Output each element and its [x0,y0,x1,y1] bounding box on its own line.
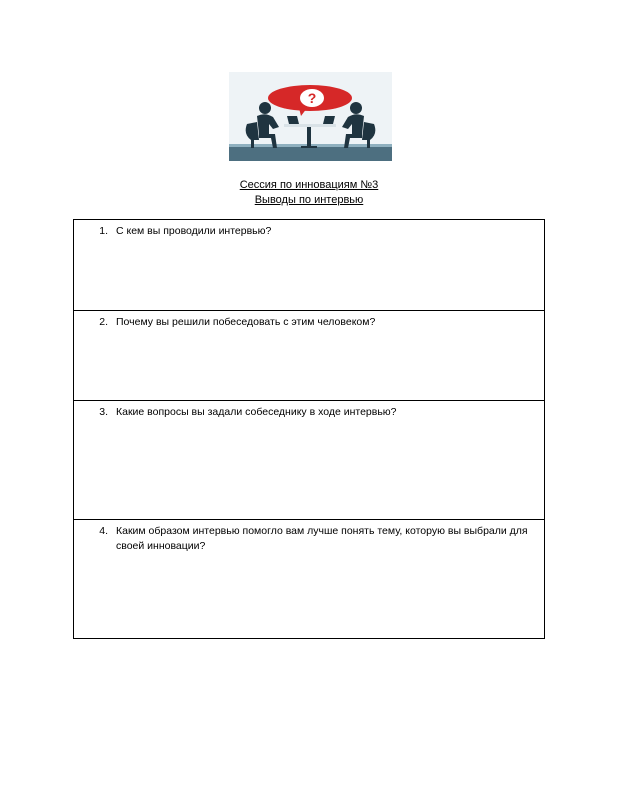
answer-cell[interactable] [74,520,545,639]
question-row [74,311,545,401]
answer-cell[interactable] [74,311,545,401]
question-text: Почему вы решили побеседовать с этим человеком? [116,316,376,328]
question-number: 1. [99,225,108,237]
question-text: Какие вопросы вы задали собеседнику в ходе интервью? [116,406,397,418]
question-number: 4. [99,525,108,537]
question-row [74,220,545,311]
question-row [74,401,545,520]
question-text: Каким образом интервью помогло вам лучше понять тему, которую вы выбрали для своей инновации? [116,525,528,552]
interview-question-icon [229,72,392,161]
question-number: 2. [99,316,108,328]
question-mark: ? [307,90,317,106]
page-subtitle: Выводы по интервью [254,194,364,206]
answer-cell[interactable] [74,401,545,520]
questions-table [73,219,545,639]
question-number: 3. [99,406,108,418]
question-row [74,520,545,639]
question-text: С кем вы проводили интервью? [116,225,272,237]
session-title: Сессия по инновациям №3 [239,179,379,191]
answer-cell[interactable] [74,220,545,311]
interview-illustration [229,72,392,161]
